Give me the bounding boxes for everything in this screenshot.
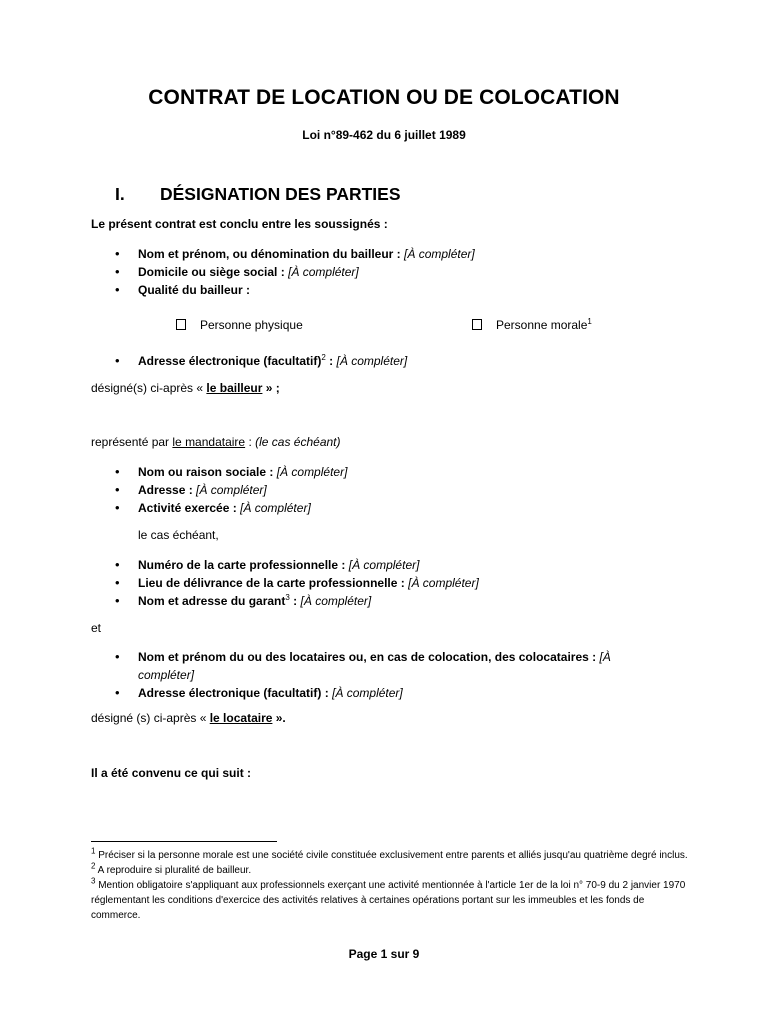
footnote: $^3$ Mention obligatoire s'appliquant aux professionnels exerçant une activité mentionnée à l'article 1er de la loi n° 70-9 du 2 janvier 1970 réglementant les conditions d'exercice des activités relatives à certaines opérations portant sur les immeubles et les fonds de commerce.	[91, 876, 686, 921]
document-title: CONTRAT DE LOCATION OU DE COLOCATION	[148, 86, 620, 109]
list-item: • Nom et adresse du garant$^3$ : [À compléter]	[0, 592, 638, 610]
section-heading	[115, 184, 401, 205]
designe-bailleur: désigné(s) ci-après « le bailleur » ;	[91, 381, 280, 395]
convenu-text: Il a été convenu ce qui suit :	[91, 766, 252, 780]
list-item: • Qualité du bailleur :	[0, 281, 638, 299]
section-title: DÉSIGNATION DES PARTIES	[160, 184, 401, 204]
footnote-divider	[91, 841, 277, 842]
checkbox-icon[interactable]	[472, 319, 482, 330]
represente-par: représenté par le mandataire : (le cas échéant)	[91, 435, 341, 449]
list-item: • Lieu de délivrance de la carte professionnelle : [À compléter]	[0, 574, 638, 592]
list-item: • Nom et prénom du ou des locataires ou, en cas de colocation, des colocataires : [À compléter]	[0, 648, 638, 684]
list-item: • Adresse : [À compléter]	[0, 481, 638, 499]
le-cas-echeant: le cas échéant,	[138, 528, 219, 542]
mandataire-list	[0, 463, 638, 517]
list-item: • Numéro de la carte professionnelle : [À compléter]	[0, 556, 638, 574]
list-item: • Adresse électronique (facultatif) : [À compléter]	[0, 684, 638, 702]
carte-list	[0, 556, 638, 610]
footnote: $^2$ A reproduire si pluralité de bailleur.	[91, 861, 252, 876]
checkbox-icon[interactable]	[176, 319, 186, 330]
et-text: et	[91, 621, 102, 635]
designe-locataire: désigné (s) ci-après « le locataire ».	[91, 711, 286, 725]
footnote: $^1$ Préciser si la personne morale est une société civile constituée exclusivement entre parents et alliés jusqu'au quatrième degré inclus.	[91, 846, 688, 861]
list-item: • Nom ou raison sociale : [À compléter]	[0, 463, 638, 481]
list-item: • Domicile ou siège social : [À compléter]	[0, 263, 638, 281]
footnotes	[91, 848, 691, 923]
list-item: • Adresse électronique (facultatif)$^2$ : [À compléter]	[0, 352, 638, 370]
bailleur-list	[0, 245, 638, 299]
page-number: Page 1 sur 9	[348, 947, 420, 961]
list-item: • Nom et prénom, ou dénomination du bailleur : [À compléter]	[0, 245, 638, 263]
checkbox-personne-physique[interactable]: Personne physique	[176, 318, 303, 332]
bailleur-email-list	[0, 352, 638, 370]
document-subtitle: Loi n°89-462 du 6 juillet 1989	[302, 128, 466, 142]
checkbox-personne-morale[interactable]: Personne morale$^1$	[472, 318, 592, 332]
intro-text: Le présent contrat est conclu entre les soussignés :	[91, 217, 388, 231]
locataire-list	[0, 648, 638, 702]
list-item: • Activité exercée : [À compléter]	[0, 499, 638, 517]
footnote-ref: 1	[587, 317, 592, 326]
section-number: I.	[115, 184, 125, 204]
